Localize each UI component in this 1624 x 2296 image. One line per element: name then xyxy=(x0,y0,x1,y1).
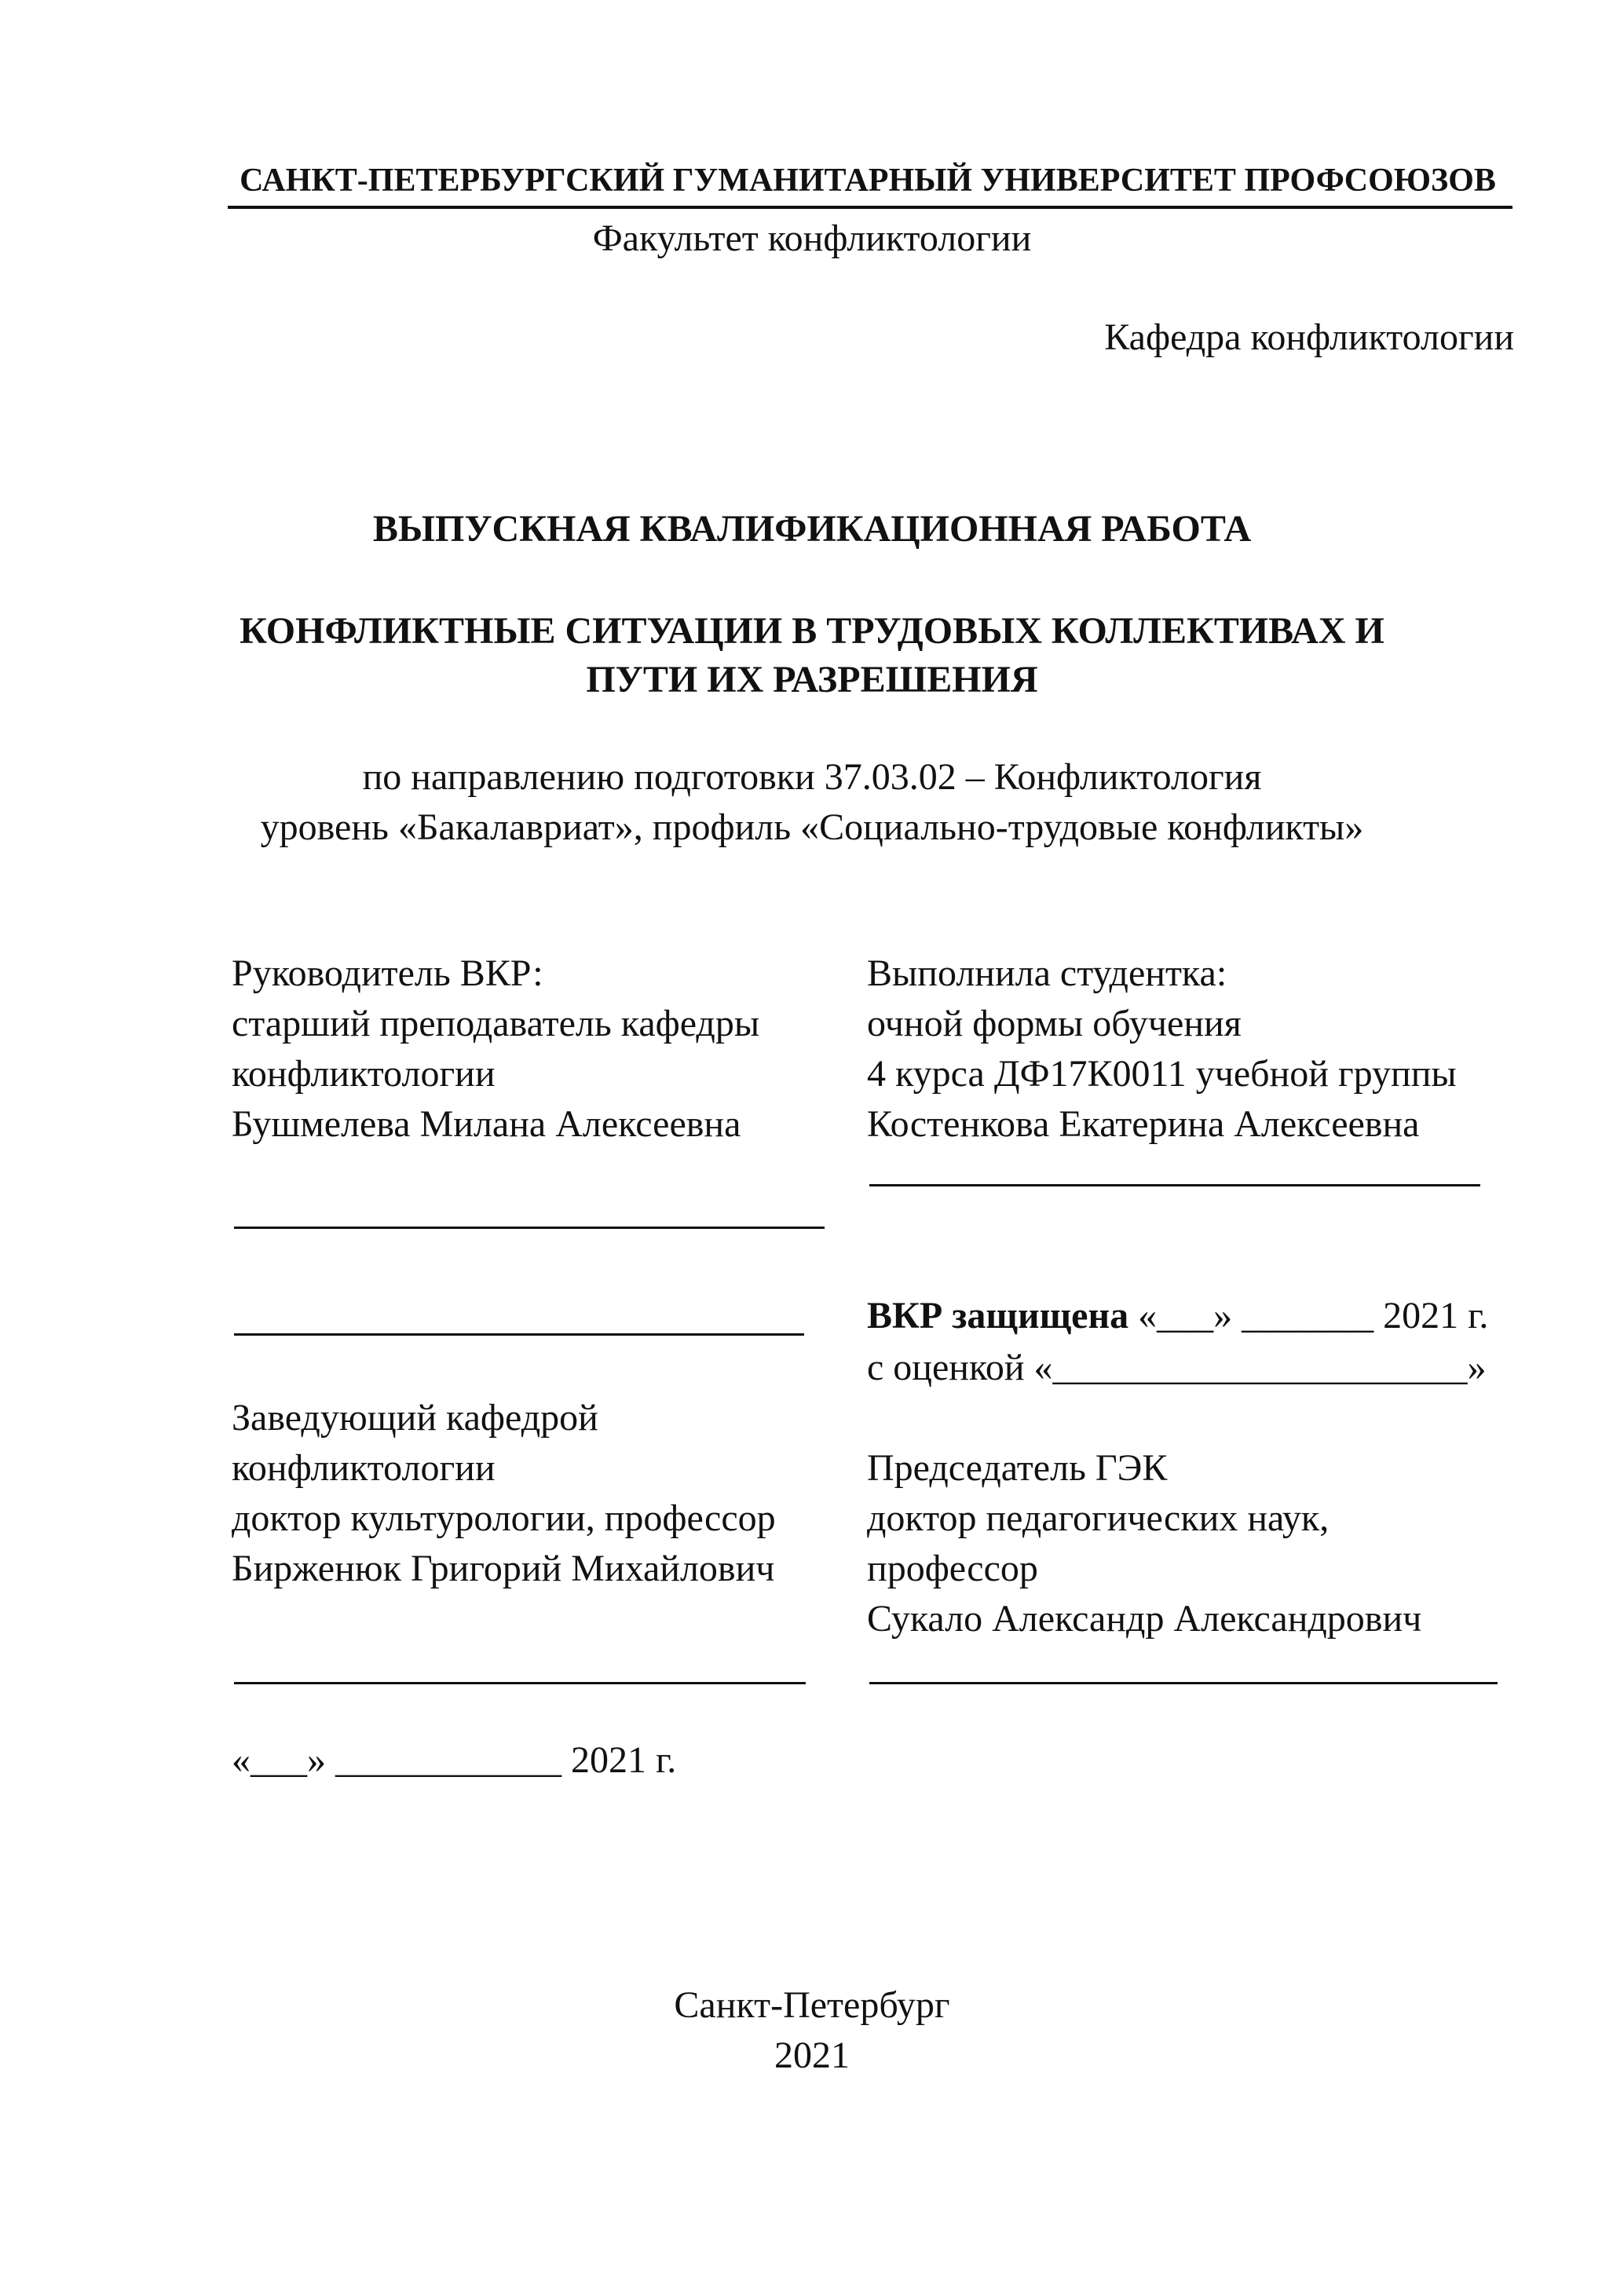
head-heading: Заведующий кафедрой xyxy=(232,1397,598,1439)
chair-name: Сукало Александр Александрович xyxy=(867,1598,1422,1640)
city: Санкт-Петербург xyxy=(674,1984,950,2026)
student-heading: Выполнила студентка: xyxy=(867,952,1227,994)
faculty-name: Факультет конфликтологии xyxy=(592,218,1032,259)
topic-line-2: ПУТИ ИХ РАЗРЕШЕНИЯ xyxy=(586,659,1038,700)
supervisor-second-line xyxy=(234,1333,804,1336)
student-signature-line xyxy=(869,1184,1480,1186)
department-name: Кафедра конфликтологии xyxy=(1104,316,1514,358)
defense-label: ВКР защищена xyxy=(867,1295,1129,1336)
chair-degree-1: доктор педагогических наук, xyxy=(867,1497,1330,1539)
student-name: Костенкова Екатерина Алексеевна xyxy=(867,1103,1420,1145)
chair-signature-line xyxy=(869,1682,1498,1684)
header-rule xyxy=(228,206,1512,209)
chair-heading: Председатель ГЭК xyxy=(867,1447,1168,1489)
student-study-form: очной формы обучения xyxy=(867,1003,1242,1044)
supervisor-name: Бушмелева Милана Алексеевна xyxy=(232,1103,741,1145)
student-group: 4 курса ДФ17К0011 учебной группы xyxy=(867,1053,1457,1095)
work-type-title: ВЫПУСКНАЯ КВАЛИФИКАЦИОННАЯ РАБОТА xyxy=(372,508,1252,550)
signing-date: «___» ____________ 2021 г. xyxy=(232,1739,677,1781)
defense-line xyxy=(867,1291,1488,1341)
university-name: САНКТ-ПЕТЕРБУРГСКИЙ ГУМАНИТАРНЫЙ УНИВЕРСИТЕТ ПРОФСОЮЗОВ xyxy=(240,163,1496,199)
head-degree: доктор культурологии, профессор xyxy=(232,1497,776,1539)
defense-grade: с оценкой «______________________» xyxy=(867,1347,1487,1388)
head-department: конфликтологии xyxy=(232,1447,496,1489)
supervisor-heading: Руководитель ВКР: xyxy=(232,952,543,994)
head-name: Бирженюк Григорий Михайлович xyxy=(232,1548,775,1589)
supervisor-position-1: старший преподаватель кафедры xyxy=(232,1003,760,1044)
defense-date: «___» _______ 2021 г. xyxy=(1128,1295,1489,1336)
direction-line: по направлению подготовки 37.03.02 – Конфликтология xyxy=(362,756,1262,798)
year: 2021 xyxy=(774,2035,850,2076)
head-signature-line xyxy=(234,1682,806,1684)
supervisor-signature-line xyxy=(234,1227,825,1229)
topic-line-1: КОНФЛИКТНЫЕ СИТУАЦИИ В ТРУДОВЫХ КОЛЛЕКТИВАХ И xyxy=(240,610,1384,652)
chair-degree-2: профессор xyxy=(867,1548,1038,1589)
level-profile-line: уровень «Бакалавриат», профиль «Социально-трудовые конфликты» xyxy=(260,806,1364,848)
supervisor-position-2: конфликтологии xyxy=(232,1053,496,1095)
